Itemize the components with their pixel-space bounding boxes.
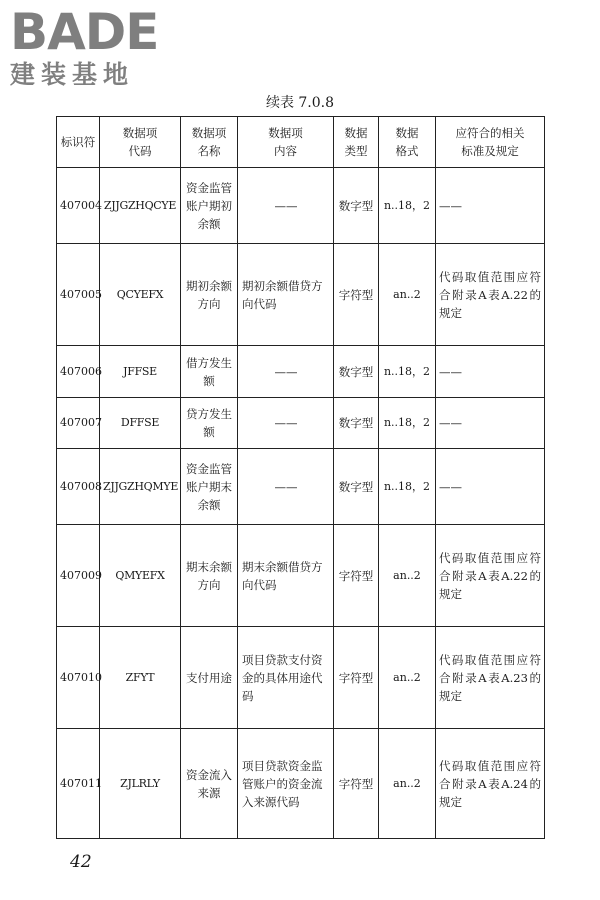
table-row [57, 244, 545, 346]
identifier-cell-text: 407004 [60, 198, 102, 212]
code-cell [100, 729, 181, 839]
standard-cell [436, 729, 545, 839]
logo-latin-text: BADE [10, 3, 159, 61]
content-cell [238, 244, 334, 346]
standard-cell-text: 代码取值范围应符合附录A表A.22的规定 [439, 550, 541, 601]
identifier-cell-text: 407009 [60, 568, 102, 582]
name-cell [181, 346, 238, 398]
content-cell-text: —— [274, 416, 298, 430]
format-cell-text: an..2 [393, 776, 421, 790]
page-number: 42 [70, 852, 92, 872]
format-cell [379, 525, 436, 627]
standard-cell-text: —— [439, 416, 462, 430]
name-cell [181, 627, 238, 729]
standard-cell [436, 346, 545, 398]
type-cell [334, 449, 379, 525]
type-cell [334, 729, 379, 839]
standard-cell [436, 627, 545, 729]
content-cell [238, 525, 334, 627]
code-cell-text: ZFYT [125, 670, 155, 684]
standard-cell [436, 398, 545, 449]
code-cell-text: ZJJGZHQMYE [103, 479, 179, 493]
content-cell-text: —— [274, 479, 298, 494]
type-cell [334, 398, 379, 449]
table-row [57, 398, 545, 449]
identifier-cell [57, 346, 100, 398]
code-cell [100, 168, 181, 244]
header-text: 数据项 名称 [191, 126, 227, 158]
table-row [57, 168, 545, 244]
type-cell [334, 525, 379, 627]
header-text: 数据 类型 [344, 126, 368, 158]
table-row [57, 627, 545, 729]
code-cell [100, 627, 181, 729]
header-text: 数据 格式 [395, 126, 419, 158]
table-header-row [57, 117, 545, 168]
content-cell [238, 346, 334, 398]
standard-cell-text: —— [439, 198, 462, 213]
name-cell-text: 资金监管账户期末余额 [186, 461, 232, 512]
table-row [57, 449, 545, 525]
type-cell-text: 数字型 [338, 416, 374, 430]
standard-cell-text: —— [439, 364, 462, 379]
type-cell-text: 字符型 [338, 776, 374, 791]
format-cell [379, 398, 436, 449]
type-cell-text: 字符型 [338, 287, 374, 302]
table-row [57, 346, 545, 398]
code-cell [100, 398, 181, 449]
format-cell-text: n..18，2 [383, 479, 431, 493]
name-cell-text: 支付用途 [186, 670, 232, 685]
content-cell-text: 期初余额借贷方向代码 [242, 278, 323, 311]
header-format [379, 117, 436, 168]
code-cell-text: ZJJGZHQCYE [103, 198, 177, 212]
format-cell-text: n..18，2 [383, 198, 431, 212]
brand-logo [10, 3, 190, 90]
content-cell [238, 729, 334, 839]
format-cell [379, 627, 436, 729]
identifier-cell-text: 407011 [60, 776, 102, 790]
identifier-cell-text: 407007 [60, 416, 102, 429]
format-cell [379, 729, 436, 839]
format-cell [379, 346, 436, 398]
identifier-cell-text: 407006 [60, 364, 102, 378]
code-cell-text: ZJLRLY [120, 776, 160, 790]
code-cell [100, 449, 181, 525]
identifier-cell-text: 407010 [60, 670, 102, 684]
type-cell [334, 168, 379, 244]
header-standard [436, 117, 545, 168]
format-cell [379, 449, 436, 525]
content-cell [238, 168, 334, 244]
logo-chinese-text: 建装基地 [10, 60, 135, 89]
standard-cell-text: 代码取值范围应符合附录A表A.22的规定 [439, 269, 541, 320]
identifier-cell [57, 729, 100, 839]
name-cell [181, 244, 238, 346]
format-cell [379, 168, 436, 244]
type-cell [334, 346, 379, 398]
table-row [57, 729, 545, 839]
content-cell [238, 449, 334, 525]
standard-cell-text: 代码取值范围应符合附录A表A.24的规定 [439, 758, 541, 809]
identifier-cell [57, 449, 100, 525]
name-cell-text: 资金流入来源 [186, 767, 232, 800]
content-cell [238, 627, 334, 729]
format-cell-text: n..18，2 [383, 416, 431, 429]
table-caption: 续表 7.0.8 [265, 95, 335, 111]
code-cell [100, 525, 181, 627]
format-cell-text: n..18，2 [383, 364, 431, 378]
header-type [334, 117, 379, 168]
header-name [181, 117, 238, 168]
standard-cell-text: 代码取值范围应符合附录A表A.23的规定 [439, 652, 541, 703]
header-content [238, 117, 334, 168]
name-cell [181, 729, 238, 839]
code-cell-text: DFFSE [120, 416, 160, 429]
standard-cell [436, 449, 545, 525]
name-cell-text: 贷方发生额 [186, 407, 232, 439]
identifier-cell [57, 168, 100, 244]
standard-cell-text: —— [439, 479, 462, 494]
header-code [100, 117, 181, 168]
header-text: 标识符 [60, 135, 96, 149]
standard-cell [436, 525, 545, 627]
identifier-cell [57, 244, 100, 346]
table-row [57, 525, 545, 627]
identifier-cell-text: 407008 [60, 479, 102, 493]
name-cell [181, 168, 238, 244]
identifier-cell [57, 398, 100, 449]
name-cell-text: 借方发生额 [186, 355, 232, 388]
code-cell [100, 346, 181, 398]
type-cell-text: 字符型 [338, 568, 374, 583]
content-cell-text: 期末余额借贷方向代码 [242, 559, 323, 592]
format-cell-text: an..2 [393, 287, 421, 301]
type-cell-text: 字符型 [338, 670, 374, 685]
content-cell [238, 398, 334, 449]
type-cell-text: 数字型 [338, 364, 374, 379]
content-cell-text: 项目贷款支付资金的具体用途代码 [242, 652, 323, 703]
identifier-cell [57, 627, 100, 729]
header-text: 数据项 代码 [122, 126, 158, 158]
type-cell [334, 244, 379, 346]
content-cell-text: —— [274, 364, 298, 379]
code-cell-text: QCYEFX [116, 287, 164, 301]
code-cell-text: QMYEFX [115, 568, 165, 582]
name-cell-text: 期末余额方向 [186, 559, 232, 592]
name-cell [181, 525, 238, 627]
name-cell [181, 449, 238, 525]
format-cell-text: an..2 [393, 670, 421, 684]
type-cell-text: 数字型 [338, 198, 374, 213]
standard-cell [436, 244, 545, 346]
content-cell-text: —— [274, 198, 298, 213]
type-cell-text: 数字型 [338, 479, 374, 494]
content-cell-text: 项目贷款资金监管账户的资金流入来源代码 [242, 758, 323, 809]
identifier-cell-text: 407005 [60, 287, 102, 301]
header-text: 应符合的相关 标准及规定 [455, 126, 525, 158]
name-cell-text: 期初余额方向 [186, 278, 232, 311]
header-text: 数据项 内容 [268, 126, 303, 158]
data-spec-table [56, 116, 545, 839]
code-cell-text: JFFSE [123, 364, 157, 378]
header-identifier [57, 117, 100, 168]
name-cell-text: 资金监管账户期初余额 [186, 180, 232, 231]
format-cell [379, 244, 436, 346]
standard-cell [436, 168, 545, 244]
code-cell [100, 244, 181, 346]
type-cell [334, 627, 379, 729]
identifier-cell [57, 525, 100, 627]
format-cell-text: an..2 [393, 568, 421, 582]
name-cell [181, 398, 238, 449]
